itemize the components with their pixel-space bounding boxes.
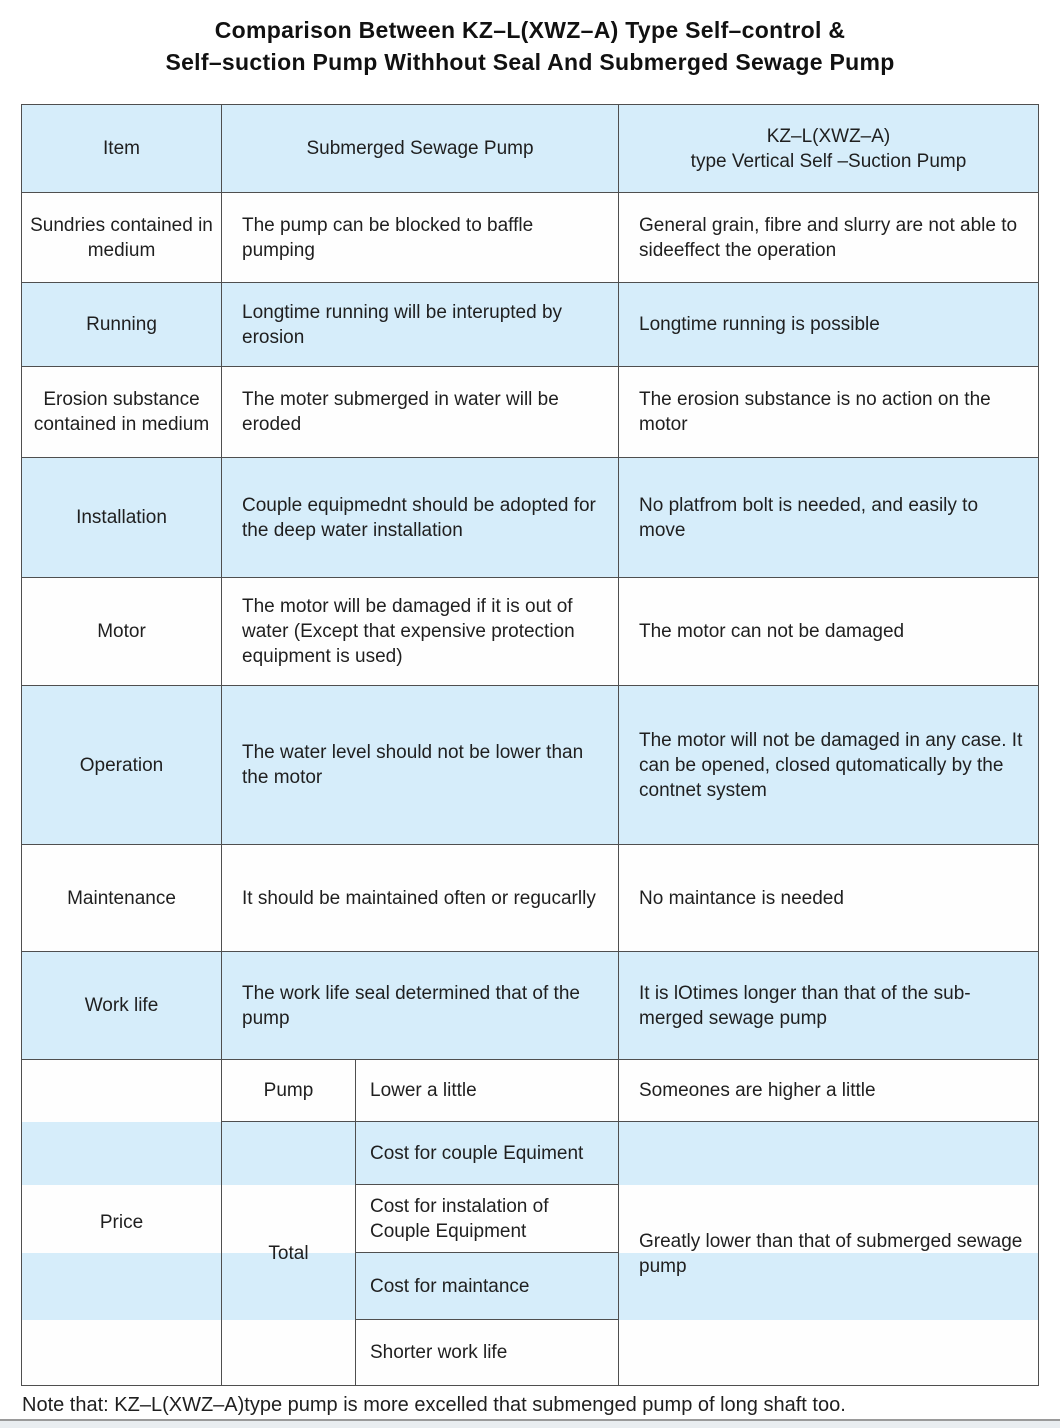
submerged-pump-cell: Couple equipmednt should be adopted for the deep water installation <box>222 458 619 578</box>
header-kzl-line2: type Vertical Self –Suction Pump <box>690 150 967 172</box>
header-kzl-cell <box>619 105 1038 193</box>
price-pump-kzl-cell: Someones are higher a little <box>619 1060 1038 1122</box>
submerged-pump-cell: It should be maintained often or regucarlly <box>222 845 619 952</box>
kzl-pump-cell: General grain, fibre and slurry are not able to sideeffect the operation <box>619 193 1038 283</box>
header-kzl-line1: KZ–L(XWZ–A) <box>766 125 891 147</box>
page-title-line1: Comparison Between KZ–L(XWZ–A) Type Self–control & <box>214 17 846 43</box>
price-cost-item-cell: Cost for instalation of Couple Equipment <box>356 1185 619 1253</box>
submerged-pump-cell: Longtime running will be interupted by erosion <box>222 283 619 367</box>
bottom-edge-strip <box>0 1419 1060 1428</box>
price-cost-item-cell: Cost for maintance <box>356 1253 619 1320</box>
kzl-pump-cell: No maintance is needed <box>619 845 1038 952</box>
price-cost-item-cell: Cost for couple Equiment <box>356 1122 619 1185</box>
footnote: Note that: KZ–L(XWZ–A)type pump is more excelled that submenged pump of long shaft too. <box>22 1394 846 1416</box>
item-label-cell: Running <box>22 283 222 367</box>
kzl-pump-cell: It is lOtimes longer than that of the sub-merged sewage pump <box>619 952 1038 1060</box>
item-label-cell: Installation <box>22 458 222 578</box>
item-label-cell: Work life <box>22 952 222 1060</box>
kzl-pump-cell: Longtime running is possible <box>619 283 1038 367</box>
submerged-pump-cell: The pump can be blocked to baffle pumping <box>222 193 619 283</box>
kzl-pump-cell: No platfrom bolt is needed, and easily to move <box>619 458 1038 578</box>
item-label-cell: Motor <box>22 578 222 686</box>
submerged-pump-cell: The water level should not be lower than the motor <box>222 686 619 845</box>
page-title-line2: Self–suction Pump Withhout Seal And Submerged Sewage Pump <box>165 49 895 75</box>
kzl-pump-cell: The motor will not be damaged in any case. It can be opened, closed qutomatically by the contnet system <box>619 686 1038 845</box>
item-label-cell: Operation <box>22 686 222 845</box>
price-total-label-cell: Total <box>222 1122 356 1385</box>
comparison-table <box>21 104 1039 1386</box>
price-label-cell: Price <box>22 1060 222 1385</box>
header-item-cell: Item <box>22 105 222 193</box>
price-cost-item-cell: Shorter work life <box>356 1320 619 1385</box>
kzl-pump-cell: The erosion substance is no action on the motor <box>619 367 1038 458</box>
header-submerged-cell: Submerged Sewage Pump <box>222 105 619 193</box>
header-kzl-text <box>691 124 967 174</box>
kzl-pump-cell: The motor can not be damaged <box>619 578 1038 686</box>
item-label-cell: Maintenance <box>22 845 222 952</box>
item-label-cell: Erosion substance contained in medium <box>22 367 222 458</box>
submerged-pump-cell: The work life seal determined that of the pump <box>222 952 619 1060</box>
submerged-pump-cell: The motor will be damaged if it is out of water (Except that expensive protection equipment is used) <box>222 578 619 686</box>
item-label-cell: Sundries contained in medium <box>22 193 222 283</box>
price-pump-submerged-cell: Lower a little <box>356 1060 619 1122</box>
page-title <box>0 0 1060 78</box>
price-kzl-cell: Greatly lower than that of submerged sewage pump <box>639 1230 1023 1277</box>
submerged-pump-cell: The moter submerged in water will be eroded <box>222 367 619 458</box>
price-pump-label-cell: Pump <box>222 1060 356 1122</box>
